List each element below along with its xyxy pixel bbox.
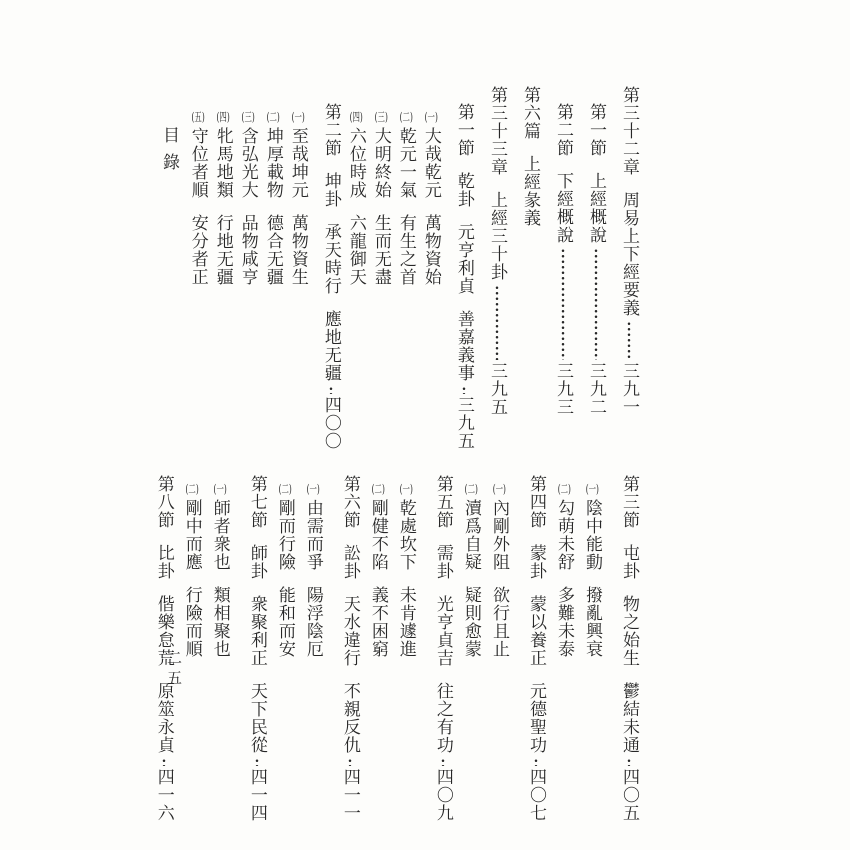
toc-entry <box>264 86 282 416</box>
entry-text: 內剛外阻 <box>488 499 509 571</box>
item-marker: (三) <box>241 111 255 123</box>
entry-text: 至哉坤元 <box>287 127 308 199</box>
item-marker: (二) <box>266 111 280 123</box>
entry-text: 應地无疆 <box>320 310 341 382</box>
entry-text: 德合无疆 <box>262 214 283 286</box>
toc-entry <box>289 86 307 416</box>
entry-text: 比卦 <box>153 544 174 580</box>
entry-page: 四一四 <box>246 768 267 822</box>
entry-text: 乾卦 <box>453 172 474 208</box>
dotted-leader <box>594 248 598 360</box>
item-marker: (二) <box>278 483 292 495</box>
item-marker: (二) <box>464 483 478 495</box>
entry-text: 師卦 <box>246 544 267 580</box>
entry-text: 第三十三章 <box>486 86 507 176</box>
entry-text: 坤厚載物 <box>262 127 283 199</box>
entry-text: 光亨貞吉 <box>432 595 453 667</box>
toc-entry <box>583 458 601 802</box>
toc-entry <box>555 458 573 802</box>
toc-entry <box>587 86 605 416</box>
toc-entry <box>369 458 387 802</box>
entry-text: 不親反仇 <box>339 682 360 754</box>
entry-text: 由需而爭 <box>302 499 323 571</box>
entry-text: 物之始生 <box>619 595 639 667</box>
entry-text: 第六節 <box>339 475 360 529</box>
entry-page: 三九二 <box>585 362 606 416</box>
entry-text: 剛健不陷 <box>367 499 388 571</box>
entry-text: 需卦 <box>432 544 453 580</box>
entry-text: 行險而順 <box>181 586 202 658</box>
entry-text: 勾萌未舒 <box>553 499 574 571</box>
toc-entry <box>397 86 415 416</box>
item-marker: (三) <box>374 111 388 123</box>
item-marker: (五) <box>191 111 205 123</box>
toc-entry <box>339 458 360 822</box>
toc-entry <box>554 86 572 416</box>
entry-text: 行地无疆 <box>212 214 233 286</box>
entry-text: 元德聖功 <box>525 682 546 754</box>
toc-entry <box>246 458 267 822</box>
entry-page: 三九五 <box>453 396 474 450</box>
entry-text: 多難未泰 <box>553 586 574 658</box>
entry-text: 疑則愈蒙 <box>460 586 481 658</box>
entry-page: 四〇〇 <box>320 396 341 450</box>
entry-text: 六位時成 <box>345 127 366 199</box>
dotted-leader <box>348 758 352 766</box>
entry-text: 上經概說 <box>585 172 606 244</box>
entry-text: 第五節 <box>432 475 453 529</box>
dotted-leader <box>627 758 631 766</box>
entry-text: 剛而行險 <box>274 499 295 571</box>
toc-upper-block <box>182 86 640 450</box>
item-marker: (一) <box>424 111 438 123</box>
toc-entry <box>211 458 229 802</box>
entry-page: 三九三 <box>552 362 573 416</box>
dotted-leader <box>534 758 538 766</box>
entry-text: 大哉乾元 <box>420 127 441 199</box>
toc-entry <box>453 86 474 450</box>
entry-text: 第四節 <box>525 475 546 529</box>
dotted-leader <box>462 386 466 394</box>
item-marker: (一) <box>399 483 413 495</box>
entry-text: 衆聚利正 <box>246 595 267 667</box>
entry-text: 鬱結未通 <box>619 682 639 754</box>
entry-text: 品物咸亨 <box>237 214 258 286</box>
entry-page: 四〇五 <box>619 768 639 822</box>
toc-entry <box>276 458 294 802</box>
item-marker: (二) <box>185 483 199 495</box>
toc-entry <box>183 458 201 802</box>
toc-lower-block <box>136 458 640 822</box>
dotted-leader <box>255 758 259 766</box>
toc-entry <box>189 86 207 416</box>
entry-text: 元亨利貞 <box>453 223 474 295</box>
entry-text: 大明終始 <box>370 127 391 199</box>
toc-entry <box>320 86 341 450</box>
entry-text: 欲行且止 <box>488 586 509 658</box>
entry-text: 有生之首 <box>395 214 416 286</box>
entry-text: 第二節 <box>552 103 573 157</box>
entry-text: 上經彖義 <box>519 155 540 227</box>
entry-text: 偕樂怠荒 <box>153 595 174 667</box>
entry-text: 守位者順 <box>187 127 208 199</box>
entry-text: 第三十二章 <box>619 86 639 176</box>
entry-page: 四〇九 <box>432 768 453 822</box>
toc-entry <box>422 86 440 416</box>
entry-page: 四〇七 <box>525 768 546 822</box>
entry-text: 乾處坎下 <box>395 499 416 571</box>
entry-text: 乾元一氣 <box>395 127 416 199</box>
toc-entry <box>214 86 232 416</box>
entry-text: 未肯遽進 <box>395 586 416 658</box>
toc-entry <box>619 458 639 822</box>
entry-page: 三九五 <box>486 362 507 416</box>
entry-text: 義不困窮 <box>367 586 388 658</box>
dotted-leader <box>561 248 565 360</box>
page-number: 二五 <box>165 650 183 690</box>
entry-text: 撥亂興衰 <box>581 586 602 658</box>
entry-text: 天水違行 <box>339 595 360 667</box>
entry-text: 類相聚也 <box>209 586 230 658</box>
toc-entry <box>525 458 546 822</box>
page-header <box>160 126 177 180</box>
toc-entry <box>432 458 453 822</box>
entry-text: 屯卦 <box>619 544 639 580</box>
entry-text: 第三節 <box>619 475 639 529</box>
entry-text: 萬物資始 <box>420 214 441 286</box>
item-marker: (一) <box>306 483 320 495</box>
dotted-leader <box>329 386 333 394</box>
toc-entry <box>304 458 322 802</box>
item-marker: (二) <box>557 483 571 495</box>
entry-text: 第一節 <box>585 103 606 157</box>
entry-text: 蒙卦 <box>525 544 546 580</box>
header-label: 目錄 <box>159 126 179 180</box>
entry-text: 上經三十卦 <box>486 191 507 281</box>
entry-text: 萬物資生 <box>287 214 308 286</box>
toc-entry <box>620 86 638 416</box>
entry-text: 周易上下經要義 <box>619 191 639 317</box>
entry-text: 下經概說 <box>552 172 573 244</box>
entry-page: 三九一 <box>619 362 639 416</box>
entry-text: 六龍御天 <box>345 214 366 286</box>
entry-text: 天下民從 <box>246 682 267 754</box>
entry-text: 師者衆也 <box>209 499 230 571</box>
entry-page: 四一六 <box>153 768 174 822</box>
entry-text: 生而无盡 <box>370 214 391 286</box>
item-marker: (一) <box>213 483 227 495</box>
item-marker: (二) <box>399 111 413 123</box>
entry-text: 牝馬地類 <box>212 127 233 199</box>
entry-text: 訟卦 <box>339 544 360 580</box>
entry-text: 原筮永貞 <box>153 682 174 754</box>
toc-entry <box>239 86 257 416</box>
item-marker: (二) <box>371 483 385 495</box>
toc-entry <box>372 86 390 416</box>
entry-text: 往之有功 <box>432 682 453 754</box>
entry-text: 瀆爲自疑 <box>460 499 481 571</box>
entry-text: 坤卦 <box>320 172 341 208</box>
item-marker: (四) <box>349 111 363 123</box>
toc-entry <box>521 86 539 416</box>
toc-entry <box>462 458 480 802</box>
toc-entry <box>488 86 506 416</box>
entry-text: 含弘光大 <box>237 127 258 199</box>
entry-page: 四一一 <box>339 768 360 822</box>
entry-text: 陰中能動 <box>581 499 602 571</box>
dotted-leader <box>627 321 631 360</box>
dotted-leader <box>441 758 445 766</box>
entry-text: 剛中而應 <box>181 499 202 571</box>
item-marker: (一) <box>291 111 305 123</box>
dotted-leader <box>495 285 499 360</box>
entry-text: 第一節 <box>453 103 474 157</box>
toc-entry <box>490 458 508 802</box>
entry-text: 善嘉義事 <box>453 310 474 382</box>
entry-text: 第七節 <box>246 475 267 529</box>
entry-text: 陽浮陰厄 <box>302 586 323 658</box>
toc-entry <box>347 86 365 416</box>
toc-entry <box>397 458 415 802</box>
entry-text: 第八節 <box>153 475 174 529</box>
entry-text: 第六篇 <box>519 86 540 140</box>
entry-text: 蒙以養正 <box>525 595 546 667</box>
entry-text: 承天時行 <box>320 223 341 295</box>
entry-text: 能和而安 <box>274 586 295 658</box>
item-marker: (一) <box>492 483 506 495</box>
item-marker: (四) <box>216 111 230 123</box>
item-marker: (一) <box>585 483 599 495</box>
entry-text: 第二節 <box>320 103 341 157</box>
dotted-leader <box>162 758 166 766</box>
entry-text: 安分者正 <box>187 214 208 286</box>
